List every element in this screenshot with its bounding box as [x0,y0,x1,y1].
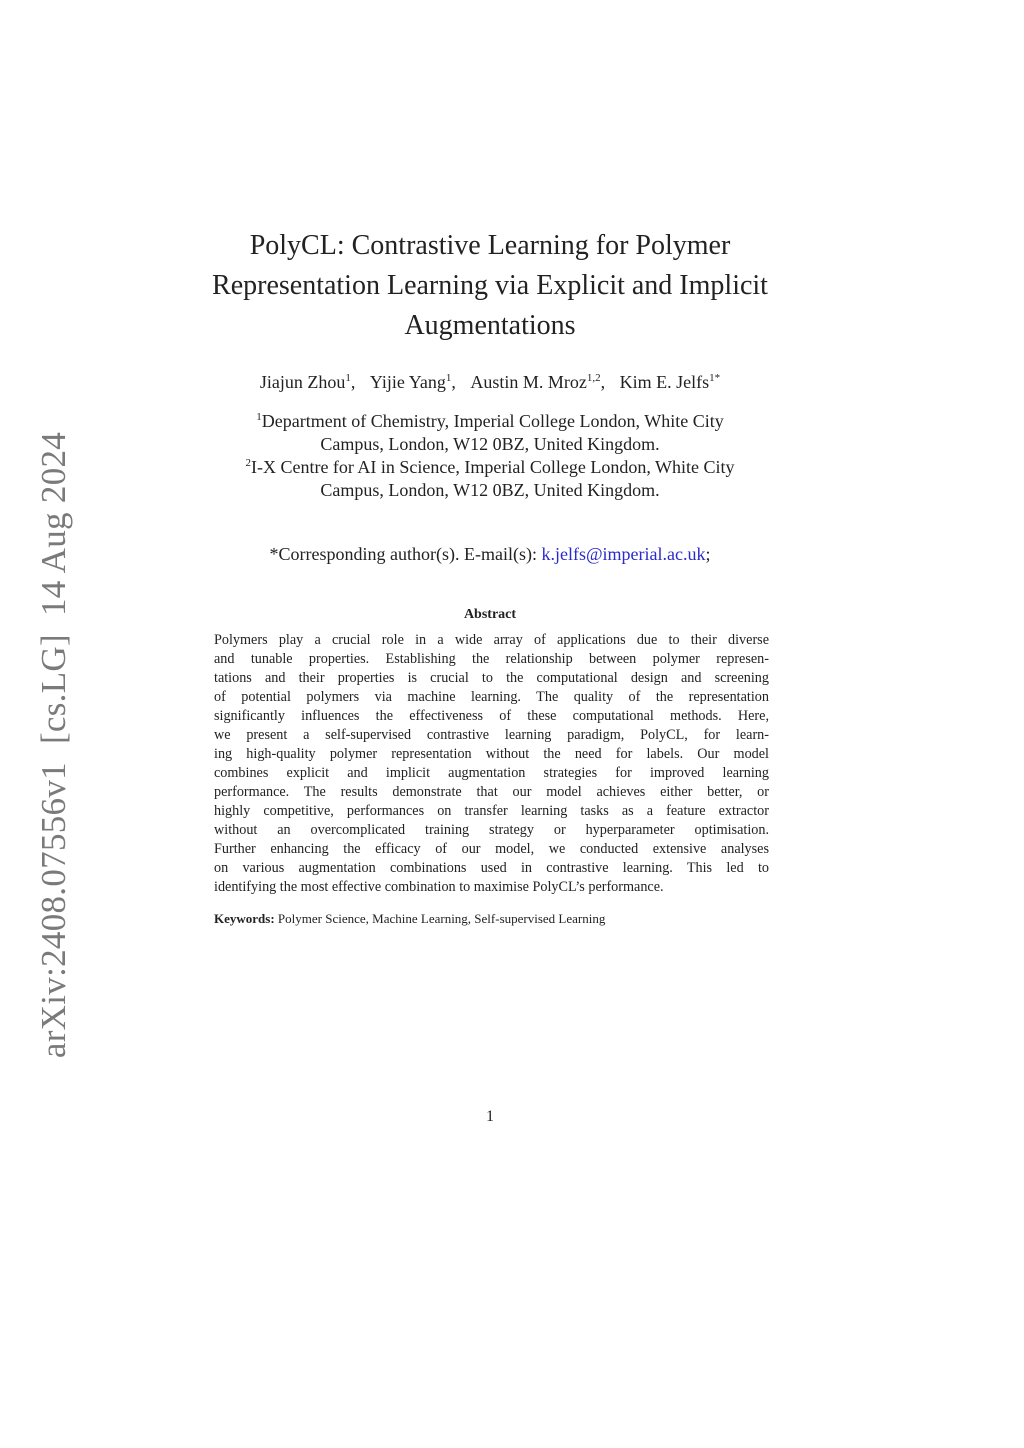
abstract-line: without an overcomplicated training strategy or hyperparameter optimisation. [214,822,769,838]
abstract-line: tations and their properties is crucial to the computational design and screening [214,670,769,686]
abstract-line: and tunable properties. Establishing the relationship between polymer represen- [214,651,769,667]
affiliation-line: Campus, London, W12 0BZ, United Kingdom. [320,434,660,454]
email-link[interactable]: k.jelfs@imperial.ac.uk [541,544,706,564]
abstract-body [214,631,769,897]
author-affiliation-mark: 1,2 [586,372,601,384]
affiliation-line: Campus, London, W12 0BZ, United Kingdom. [320,480,660,500]
abstract-line: performance. The results demonstrate that our model achieves either better, or [214,784,769,800]
author-affiliation-mark: 1* [709,372,721,384]
author-affiliation-mark: 1 [445,372,452,384]
affiliation-text: Department of Chemistry, Imperial College London, White City [261,411,724,431]
author-name: Austin M. Mroz [470,372,587,392]
abstract-line: significantly influences the effectiveness of these computational methods. Here, [214,708,769,724]
corresponding-prefix: *Corresponding author(s). E-mail(s): [269,544,542,564]
author-name: Yijie Yang [369,372,446,392]
arxiv-identifier-stamp [34,432,74,1058]
abstract-line: Polymers play a crucial role in a wide array of applications due to their diverse [214,632,769,648]
page-number: 1 [486,1108,494,1125]
keywords-text: Polymer Science, Machine Learning, Self-supervised Learning [277,911,606,926]
title-line: Representation Learning via Explicit and Implicit [212,270,768,301]
affiliation-mark: 2 [245,457,251,469]
affiliation-text: I-X Centre for AI in Science, Imperial College London, White City [250,457,735,477]
author-name: Jiajun Zhou [259,372,346,392]
keywords [214,911,769,927]
keywords-label: Keywords: [214,911,275,926]
affiliation-mark: 1 [256,411,262,423]
author-affiliation-mark: 1 [345,372,351,384]
author-list [150,372,830,393]
corresponding-suffix: ; [705,544,711,564]
author: Jiajun Zhou$^1$, [259,372,356,392]
abstract-line: identifying the most effective combination to maximise PolyCL’s performance. [214,879,664,895]
abstract-line: on various augmentation combinations used in contrastive learning. This led to [214,860,769,876]
title-line: Augmentations [404,310,576,341]
title-line: PolyCL: Contrastive Learning for Polymer [249,230,731,261]
abstract-line: we present a self-supervised contrastive learning paradigm, PolyCL, for learn- [214,727,769,743]
abstract-line: ing high-quality polymer representation without the need for labels. Our model [214,746,769,762]
author-name: Kim E. Jelfs [619,372,710,392]
abstract-line: of potential polymers via machine learning. The quality of the representation [214,689,769,705]
affiliation [150,410,830,456]
author: Yijie Yang$^1$, [369,372,456,392]
arxiv-category: [cs.LG] [34,634,73,745]
arxiv-date: 14 Aug 2024 [34,431,73,617]
abstract-line: highly competitive, performances on transfer learning tasks as a feature extractor [214,803,769,819]
author: Austin M. Mroz$^{1,2}$, [470,372,606,392]
paper-title [150,226,830,346]
corresponding-author [150,544,830,565]
abstract-heading: Abstract [463,607,517,622]
arxiv-id: arXiv:2408.07556v1 [34,762,73,1059]
abstract-line: combines explicit and implicit augmentation strategies for improved learning [214,765,769,781]
affiliation [150,456,830,502]
affiliation-line [150,456,830,479]
affiliation-line [150,410,830,433]
author [620,372,721,392]
abstract-line: Further enhancing the efficacy of our model, we conducted extensive analyses [214,841,769,857]
